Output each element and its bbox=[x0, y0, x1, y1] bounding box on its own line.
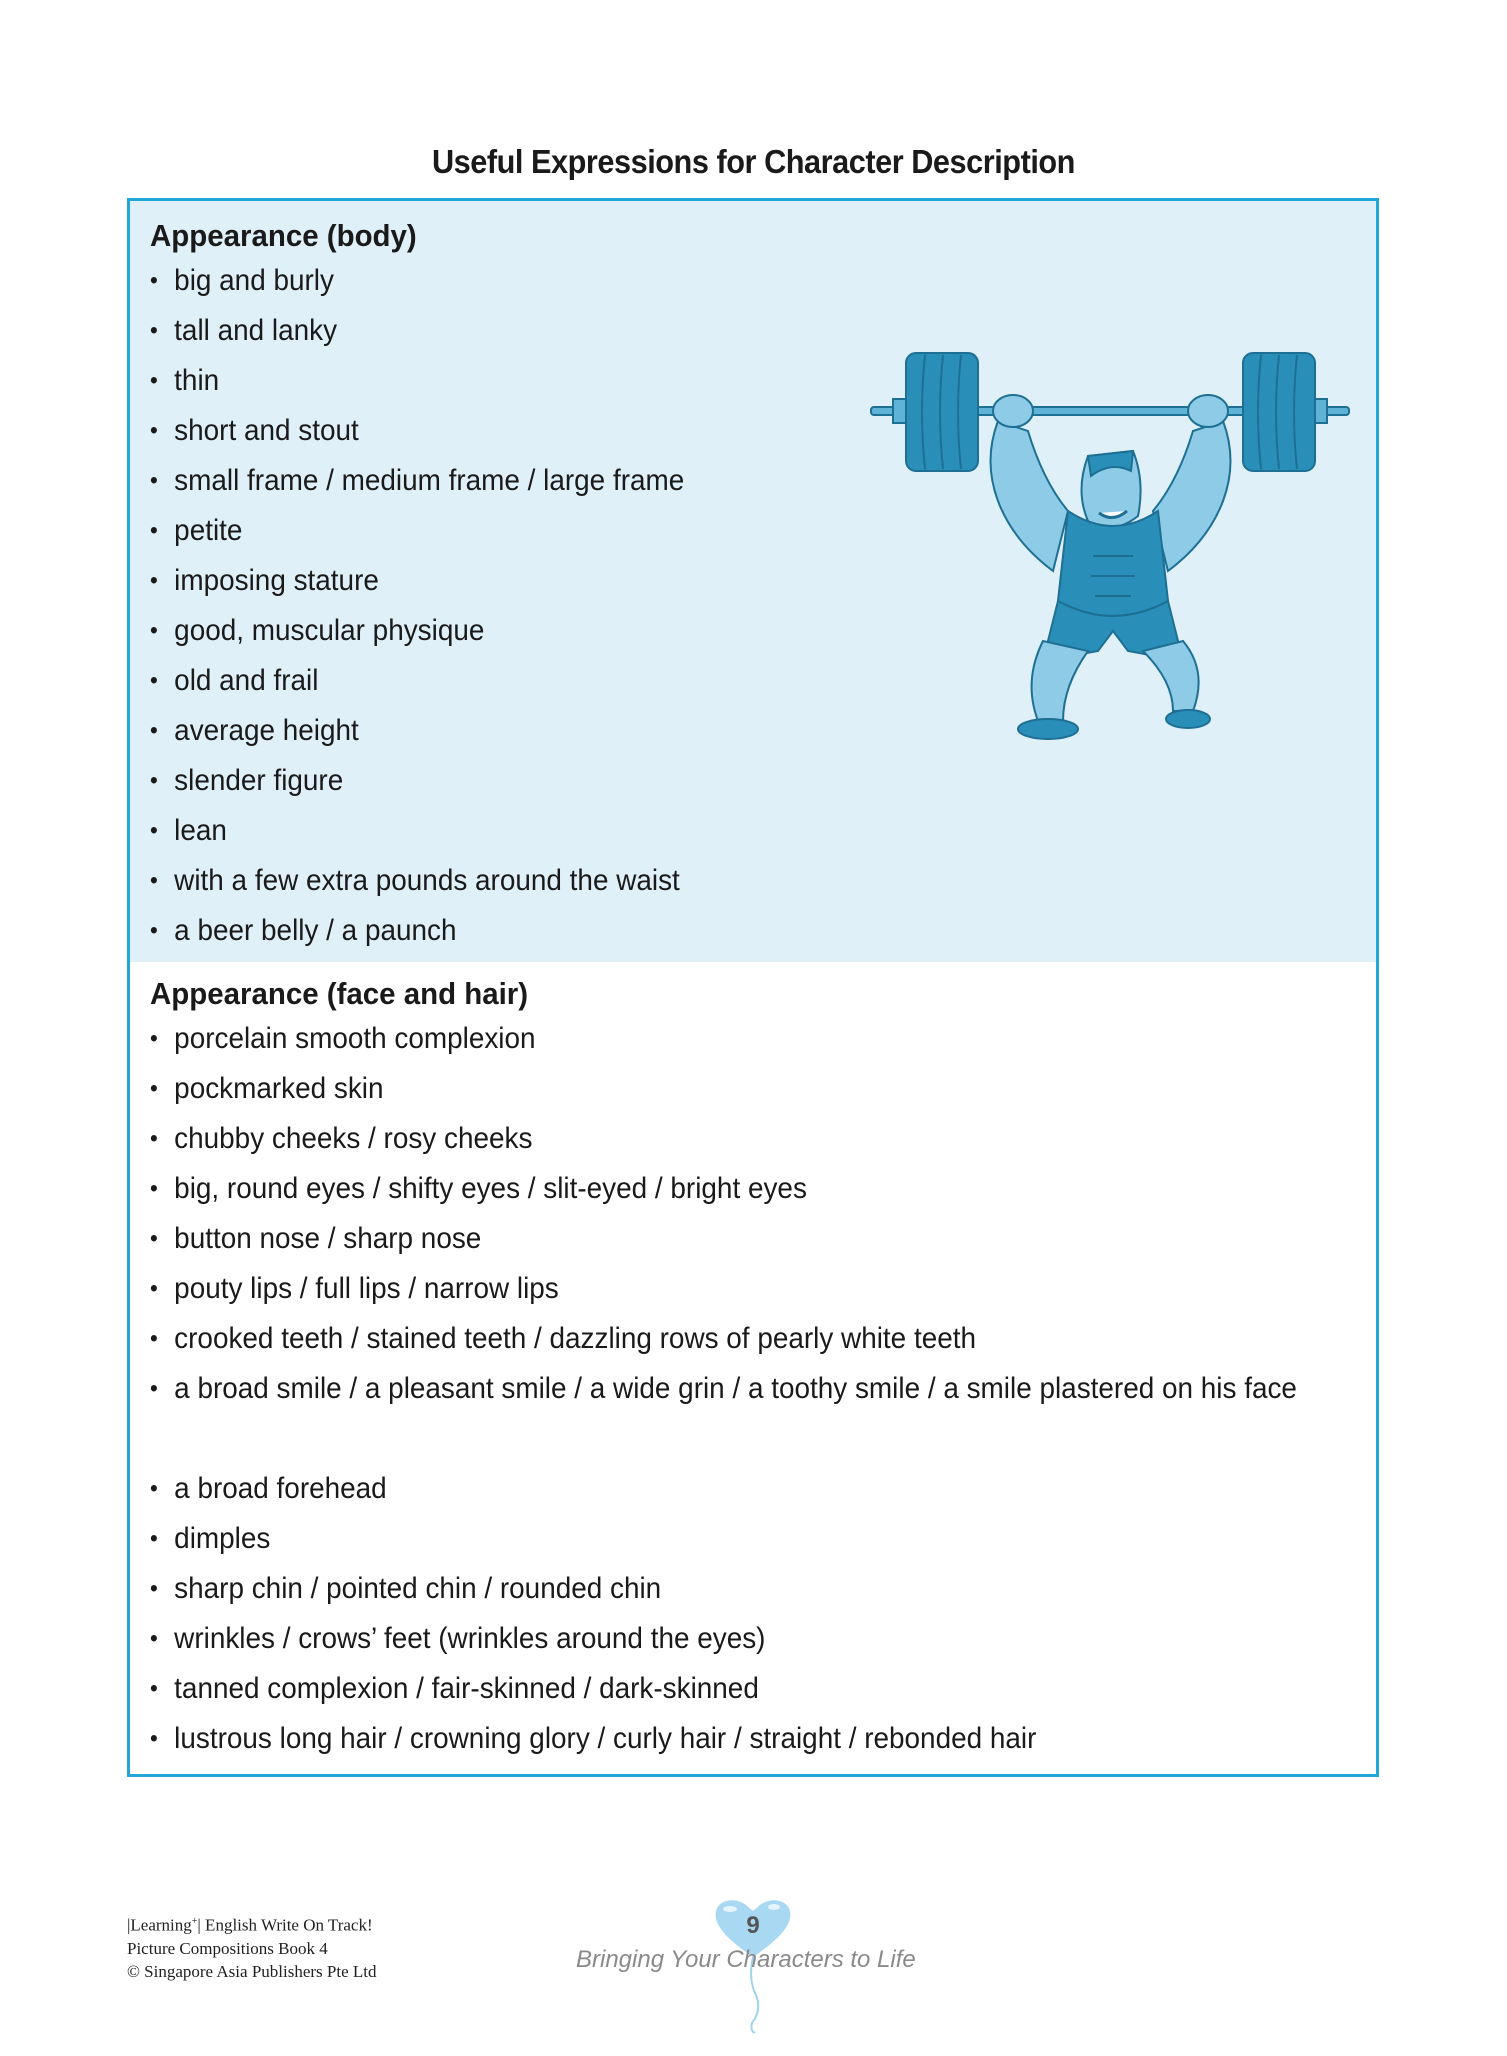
page-number: 9 bbox=[746, 1912, 760, 1939]
bullet: • bbox=[150, 867, 158, 894]
series-line: |Learning+| English Write On Track! bbox=[127, 1915, 373, 1935]
bullet: • bbox=[150, 567, 158, 594]
copyright-line: © Singapore Asia Publishers Pte Ltd bbox=[127, 1961, 377, 1981]
list-item: • sharp chin / pointed chin / rounded chin bbox=[150, 1564, 1323, 1614]
list-item: • lustrous long hair / crowning glory / curly hair / straight / rebonded hair bbox=[150, 1714, 1323, 1764]
expressions-box bbox=[127, 198, 1379, 1777]
list-item: • tanned complexion / fair-skinned / dark-skinned bbox=[150, 1664, 1323, 1714]
list-item: • good, muscular physique bbox=[150, 606, 684, 656]
list-item: • wrinkles / crows’ feet (wrinkles around the eyes) bbox=[150, 1614, 1323, 1664]
section-heading: Appearance (body) bbox=[150, 218, 417, 253]
expression-list bbox=[150, 256, 724, 956]
bullet: • bbox=[150, 1075, 158, 1102]
book-line: Picture Compositions Book 4 bbox=[127, 1938, 328, 1958]
section-appearance-body bbox=[130, 201, 1376, 962]
bullet: • bbox=[150, 767, 158, 794]
list-item: • chubby cheeks / rosy cheeks bbox=[150, 1114, 1323, 1164]
list-item: • short and stout bbox=[150, 406, 684, 456]
list-item: • old and frail bbox=[150, 656, 684, 706]
bullet: • bbox=[150, 1375, 158, 1402]
bullet: • bbox=[150, 1225, 158, 1252]
list-item: • slender figure bbox=[150, 756, 684, 806]
bullet: • bbox=[150, 1325, 158, 1352]
list-item: • small frame / medium frame / large frame bbox=[150, 456, 684, 506]
section-heading: Appearance (face and hair) bbox=[150, 976, 529, 1011]
list-item: • big and burly bbox=[150, 256, 684, 306]
bullet: • bbox=[150, 367, 158, 394]
bullet: • bbox=[150, 1675, 158, 1702]
list-item: • average height bbox=[150, 706, 684, 756]
list-item: • tall and lanky bbox=[150, 306, 684, 356]
bullet: • bbox=[150, 1725, 158, 1752]
expression-list bbox=[150, 1014, 1411, 1764]
bullet: • bbox=[150, 717, 158, 744]
bullet: • bbox=[150, 1575, 158, 1602]
page-title: Useful Expressions for Character Description bbox=[431, 143, 1075, 180]
section-appearance-face-hair bbox=[130, 962, 1376, 1774]
bullet: • bbox=[150, 1525, 158, 1552]
bullet: • bbox=[150, 1175, 158, 1202]
list-item: • button nose / sharp nose bbox=[150, 1214, 1323, 1264]
list-item: • a broad smile / a pleasant smile / a wide grin / a toothy smile / a smile plastered on his face bbox=[150, 1364, 1323, 1464]
bullet: • bbox=[150, 517, 158, 544]
bullet: • bbox=[150, 1475, 158, 1502]
list-item: • pockmarked skin bbox=[150, 1064, 1323, 1114]
list-item: • a beer belly / a paunch bbox=[150, 906, 684, 956]
list-item: • thin bbox=[150, 356, 684, 406]
weightlifter-icon bbox=[863, 341, 1358, 741]
bullet: • bbox=[150, 417, 158, 444]
list-item: • pouty lips / full lips / narrow lips bbox=[150, 1264, 1323, 1314]
list-item: • petite bbox=[150, 506, 684, 556]
bullet: • bbox=[150, 317, 158, 344]
list-item: • lean bbox=[150, 806, 684, 856]
bullet: • bbox=[150, 817, 158, 844]
list-item: • big, round eyes / shifty eyes / slit-eyed / bright eyes bbox=[150, 1164, 1323, 1214]
list-item: • imposing stature bbox=[150, 556, 684, 606]
bullet: • bbox=[150, 1275, 158, 1302]
bullet: • bbox=[150, 667, 158, 694]
bullet: • bbox=[150, 1025, 158, 1052]
chapter-tagline: Bringing Your Characters to Life bbox=[576, 1946, 916, 1973]
bullet: • bbox=[150, 467, 158, 494]
bullet: • bbox=[150, 1625, 158, 1652]
bullet: • bbox=[150, 917, 158, 944]
bullet: • bbox=[150, 267, 158, 294]
list-item: • with a few extra pounds around the waist bbox=[150, 856, 684, 906]
list-item: • dimples bbox=[150, 1514, 1323, 1564]
publisher-footer bbox=[127, 1910, 377, 1983]
list-item: • porcelain smooth complexion bbox=[150, 1014, 1323, 1064]
bullet: • bbox=[150, 617, 158, 644]
bullet: • bbox=[150, 1125, 158, 1152]
list-item: • a broad forehead bbox=[150, 1464, 1323, 1514]
list-item: • crooked teeth / stained teeth / dazzling rows of pearly white teeth bbox=[150, 1314, 1323, 1364]
